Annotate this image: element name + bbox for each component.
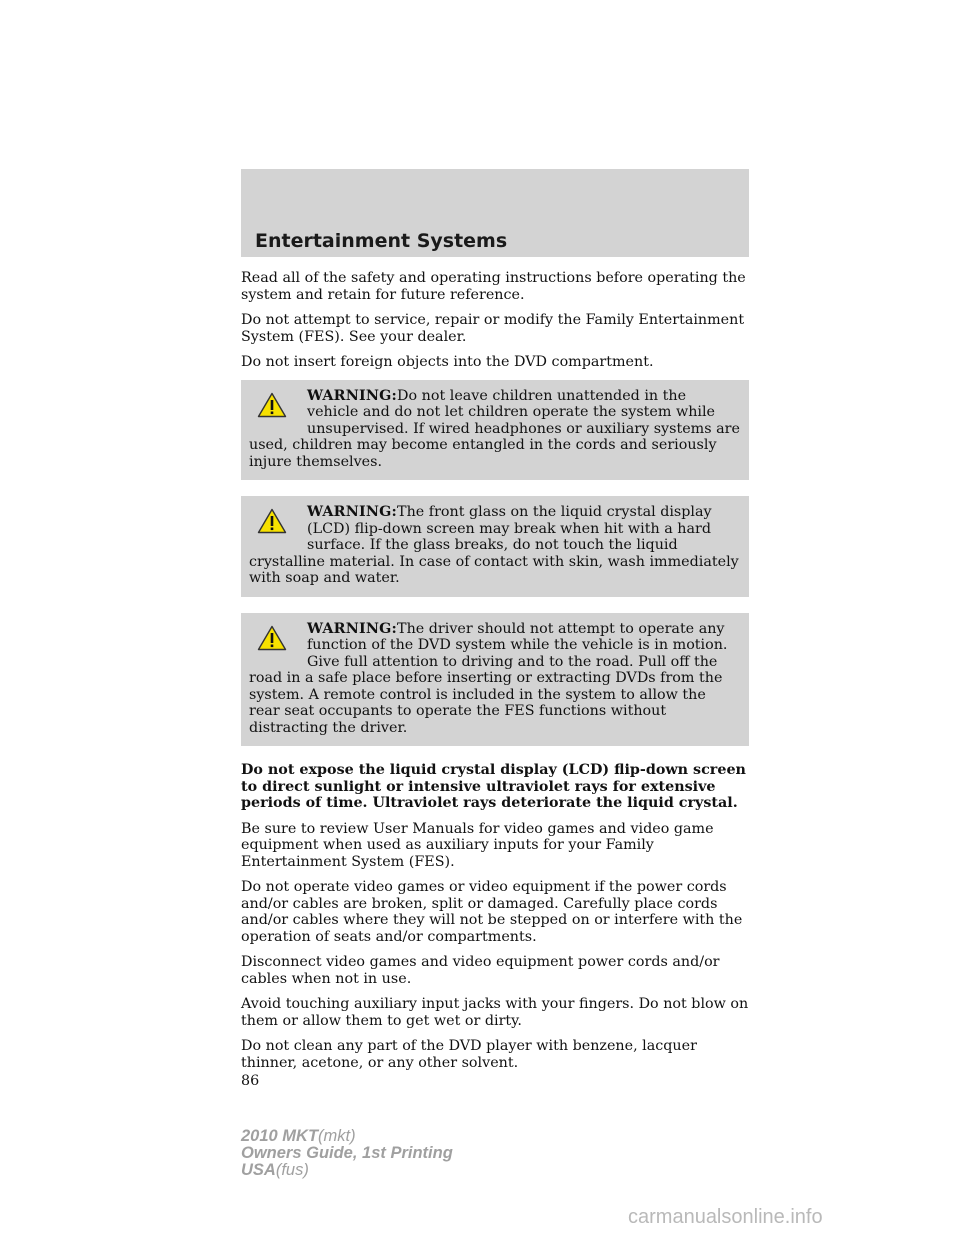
footer-market: USA: [241, 1161, 276, 1179]
footer-model-code: (mkt): [318, 1127, 356, 1145]
warning-text: The driver should not attempt to operate any function of the DVD system while the vehicle is in motion. Give full attention to driving and to the road. Pull off the road in a safe place before inserting or extracting DVDs from the system. A remote control is included in the system to allow the rear seat occupants to operate the FES functions without distracting the driver.: [249, 620, 728, 736]
intro-paragraph: Read all of the safety and operating instructions before operating the system and retain for future reference.: [241, 270, 746, 303]
body-paragraph: Do not clean any part of the DVD player with benzene, lacquer thinner, acetone, or any other solvent.: [241, 1038, 697, 1071]
footer-line-edition: Owners Guide, 1st Printing: [241, 1144, 453, 1162]
footer-model: 2010 MKT: [241, 1127, 319, 1145]
page-content: [241, 270, 749, 1089]
body-paragraph: Disconnect video games and video equipment power cords and/or cables when not in use.: [241, 954, 720, 987]
warning-text: The front glass on the liquid crystal display (LCD) flip-down screen may break when hit with a hard surface. If the glass breaks, do not touch the liquid crystalline material. In case of contact with skin, wash immediately with soap and water.: [249, 504, 739, 586]
footer-market-code: (fus): [275, 1161, 309, 1179]
body-paragraph: Do not operate video games or video equipment if the power cords and/or cables are broken, split or damaged. Carefully place cords and/or cables where they will not be stepped on or interfere with the operation of seats and/or compartments.: [241, 879, 743, 945]
body-paragraph: Be sure to review User Manuals for video games and video game equipment when used as auxiliary inputs for your Family Entertainment System (FES).: [241, 820, 714, 870]
section-title: Entertainment Systems: [255, 230, 508, 252]
footer-line-model: [241, 1128, 453, 1145]
page-number: 86: [241, 1073, 260, 1089]
warning-box: [241, 380, 749, 481]
warning-label: WARNING:: [307, 504, 398, 520]
footer-line-market: [241, 1162, 453, 1179]
warning-label: WARNING:: [307, 620, 398, 637]
site-watermark: carmanualsonline.info: [628, 1206, 823, 1228]
warning-label: WARNING:: [307, 387, 398, 404]
warning-triangle-icon: [257, 392, 287, 418]
section-header-band: [241, 169, 749, 257]
warning-box: [241, 613, 749, 747]
warning-triangle-icon: [257, 508, 287, 534]
intro-paragraph: Do not attempt to service, repair or modify the Family Entertainment System (FES). See your dealer.: [241, 312, 745, 345]
warning-triangle-icon: [257, 625, 287, 651]
footer-print-info: [241, 1128, 453, 1179]
bold-notice: Do not expose the liquid crystal display (LCD) flip-down screen to direct sunlight or intensive ultraviolet rays for extensive periods of time. Ultraviolet rays deteriorate the liquid crystal.: [241, 762, 746, 811]
intro-paragraph: Do not insert foreign objects into the DVD compartment.: [241, 354, 654, 370]
warning-text: Do not leave children unattended in the vehicle and do not let children operate the system while unsupervised. If wired headphones or auxiliary systems are used, children may become entangled in the cords and seriously injure themselves.: [249, 387, 740, 470]
body-paragraph: Avoid touching auxiliary input jacks with your fingers. Do not blow on them or allow them to get wet or dirty.: [241, 996, 749, 1029]
warning-box: [241, 496, 749, 597]
